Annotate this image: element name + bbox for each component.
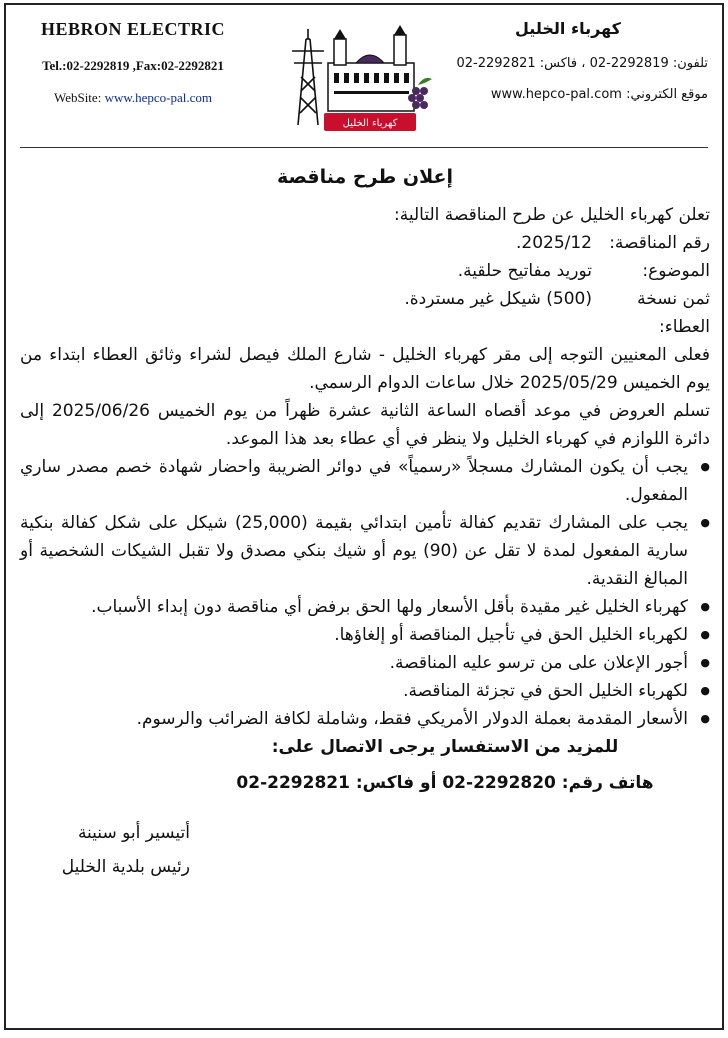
company-name-ar: كهرباء الخليل <box>515 19 621 38</box>
subject-value: توريد مفاتيح حلقية. <box>457 261 592 281</box>
price-row <box>20 285 710 341</box>
website-label-ar: موقع الكتروني: <box>626 87 708 102</box>
contact-heading: للمزيد من الاستفسار يرجى الاتصال على: <box>271 737 619 757</box>
announcement-page <box>4 3 724 1030</box>
signature-block <box>20 819 710 881</box>
list-item: ● يجب على المشارك تقديم كفالة تأمين ابتدائي بقيمة (25,000) شيكل على شكل كفالة بنكية سارية المفعول لمدة لا تقل عن (90) يوم أو شيك بنكي مصدق ولا تقبل الشيكات الشخصية أو المبالغ النقدية. <box>20 509 710 593</box>
building-icon <box>328 25 414 111</box>
announcement-body <box>20 163 710 887</box>
tender-number-value: 2025/12. <box>515 233 592 253</box>
website-link-en[interactable]: www.hepco-pal.com <box>104 90 213 105</box>
purchase-paragraph: فعلى المعنيين التوجه إلى مقر كهرباء الخليل - شارع الملك فيصل لشراء وثائق العطاء ابتداء من يوم الخميس 2025/05/29 خلال ساعات الدوام الرسمي. <box>20 345 710 393</box>
subject-row <box>20 257 710 285</box>
list-item: ● كهرباء الخليل غير مقيدة بأقل الأسعار ولها الحق برفض أي مناقصة دون إبداء الأسباب. <box>20 593 710 621</box>
subject-label: الموضوع: <box>642 261 710 281</box>
tender-number-row <box>20 229 710 257</box>
signature-name: أتيسير أبو سنينة <box>77 823 190 843</box>
price-value: (500) شيكل غير مستردة. <box>404 289 592 309</box>
website-ar <box>468 87 708 102</box>
conditions-list <box>20 453 710 733</box>
website-en <box>18 90 248 106</box>
submission-paragraph: تسلم العروض في موعد أقصاه الساعة الثانية عشرة ظهراً من يوم الخميس 2025/06/26 إلى دائرة اللوازم في كهرباء الخليل ولا ينظر في أي عطاء بعد هذا الموعد. <box>20 401 710 449</box>
company-name-en: HEBRON ELECTRIC <box>40 19 226 39</box>
company-logo <box>284 17 434 135</box>
letterhead <box>6 5 722 145</box>
list-item: ● أجور الإعلان على من ترسو عليه المناقصة. <box>20 649 710 677</box>
price-label: ثمن نسخة العطاء: <box>637 289 710 337</box>
signature-title: رئيس بلدية الخليل <box>61 857 190 877</box>
logo-banner-text: كهرباء الخليل <box>342 118 398 129</box>
tender-number-label: رقم المناقصة: <box>609 233 710 253</box>
list-item: ● الأسعار المقدمة بعملة الدولار الأمريكي فقط، وشاملة لكافة الضرائب والرسوم. <box>20 705 710 733</box>
tel-fax-ar: تلفون: 2292819-02 ، فاكس: 2292821-02 <box>456 56 708 71</box>
list-item: ● لكهرباء الخليل الحق في تأجيل المناقصة أو إلغاؤها. <box>20 621 710 649</box>
arabic-letterhead <box>456 19 708 102</box>
english-letterhead <box>18 19 248 106</box>
tel-fax-en: Tel.:02-2292819 ,Fax:02-2292821 <box>42 58 224 73</box>
pylon-icon <box>292 29 324 125</box>
website-label-en: WebSite: <box>53 90 102 105</box>
list-item: ● يجب أن يكون المشارك مسجلاً «رسمياً» في دوائر الضريبة واحضار شهادة خصم مصدر ساري المفعول. <box>20 453 710 509</box>
contact-numbers: هاتف رقم: 2292820-02 أو فاكس: 2292821-02 <box>236 773 654 793</box>
header-divider <box>20 147 708 148</box>
website-link-ar[interactable]: www.hepco-pal.com <box>490 87 622 102</box>
intro-line: تعلن كهرباء الخليل عن طرح المناقصة التالية: <box>393 205 710 225</box>
announcement-title: إعلان طرح مناقصة <box>276 166 454 188</box>
list-item: ● لكهرباء الخليل الحق في تجزئة المناقصة. <box>20 677 710 705</box>
